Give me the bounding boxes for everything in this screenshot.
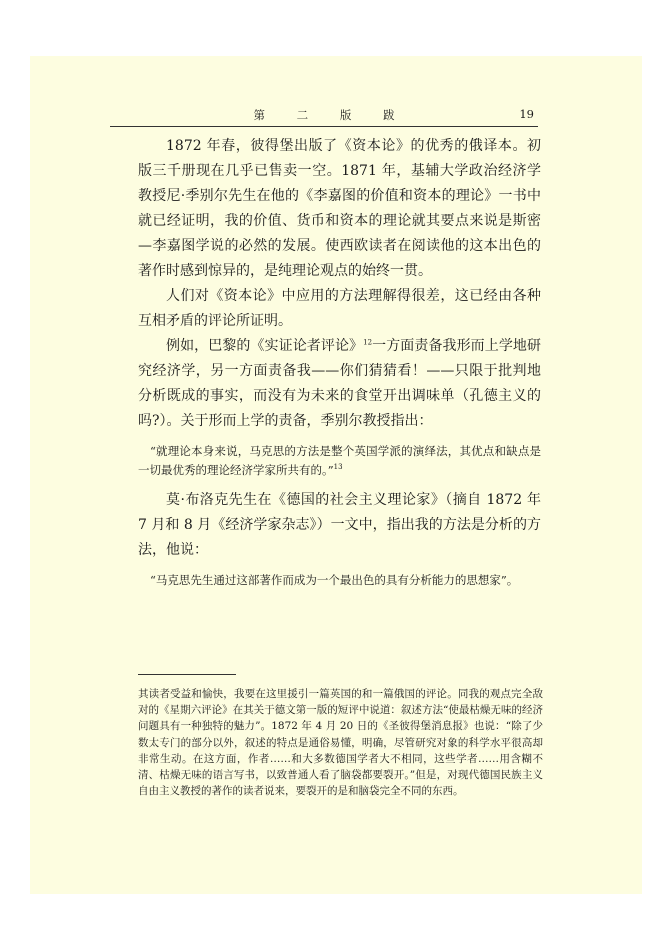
main-text [138, 134, 541, 598]
paragraph-3-start: 例如，巴黎的《实证论者评论》 [166, 338, 364, 354]
footnote-text: 其读者受益和愉快，我要在这里援引一篇英国的和一篇俄国的评论。同我的观点完全敌对的《星期六评论》在其关于德文第一版的短评中说道：叙述方法“使最枯燥无味的经济问题具有一种独特的魅力”。1872 年 4 月 20 日的《圣彼得堡消息报》也说：“除了少数太专门的部分以外，叙述的特点是通俗易懂，明确，尽管研究对象的科学水平很高却非常生动。在这方面，作者……和大多数德国学者大不相同，这些学者……用含糊不清、枯燥无味的语言写书，以致普通人看了脑袋都要裂开。”但是，对现代德国民族主义自由主义教授的著作的读者说来，要裂开的是和脑袋完全不同的东西。 [138, 688, 543, 798]
paragraph-4: 莫·布洛克先生在《德国的社会主义理论家》（摘自 1872 年 7 月和 8 月《经济学家杂志》）一文中，指出我的方法是分析的方法，他说： [138, 492, 541, 558]
running-header [110, 104, 538, 127]
block-quote-1-text: “就理论本身来说，马克思的方法是整个英国学派的演绎法，其优点和缺点是一切最优秀的理论经济学家所共有的。” [138, 444, 541, 477]
header-title: 第 二 版 跋 [253, 108, 409, 122]
block-quote-1 [138, 442, 541, 480]
footnote-ref-12: 12 [363, 338, 373, 347]
paragraph-3 [138, 334, 541, 434]
page-number: 19 [519, 107, 534, 121]
footnote-ref-13: 13 [333, 463, 343, 472]
paragraph-1: 1872 年春，彼得堡出版了《资本论》的优秀的俄译本。初版三千册现在几乎已售卖一空。1871 年，基辅大学政治经济学教授尼·季别尔先生在他的《李嘉图的价值和资本的理论》一书中就已经证明，我的价值、货币和资本的理论就其要点来说是斯密—李嘉图学说的必然的发展。使西欧读者在阅读他的这本出色的著作时感到惊异的，是纯理论观点的始终一贯。 [138, 138, 541, 279]
footnote-divider [138, 674, 236, 675]
block-quote-2: “马克思先生通过这部著作而成为一个最出色的具有分析能力的思想家”。 [150, 573, 519, 587]
paragraph-3-rest: 一方面责备我形而上学地研究经济学，另一方面责备我——你们猜猜看！——只限于批判地分析既成的事实，而没有为未来的食堂开出调味单（孔德主义的吗?）。关于形而上学的责备，季别尔教授指出： [138, 338, 542, 429]
paragraph-2: 人们对《资本论》中应用的方法理解得很差，这已经由各种互相矛盾的评论所证明。 [138, 288, 541, 329]
